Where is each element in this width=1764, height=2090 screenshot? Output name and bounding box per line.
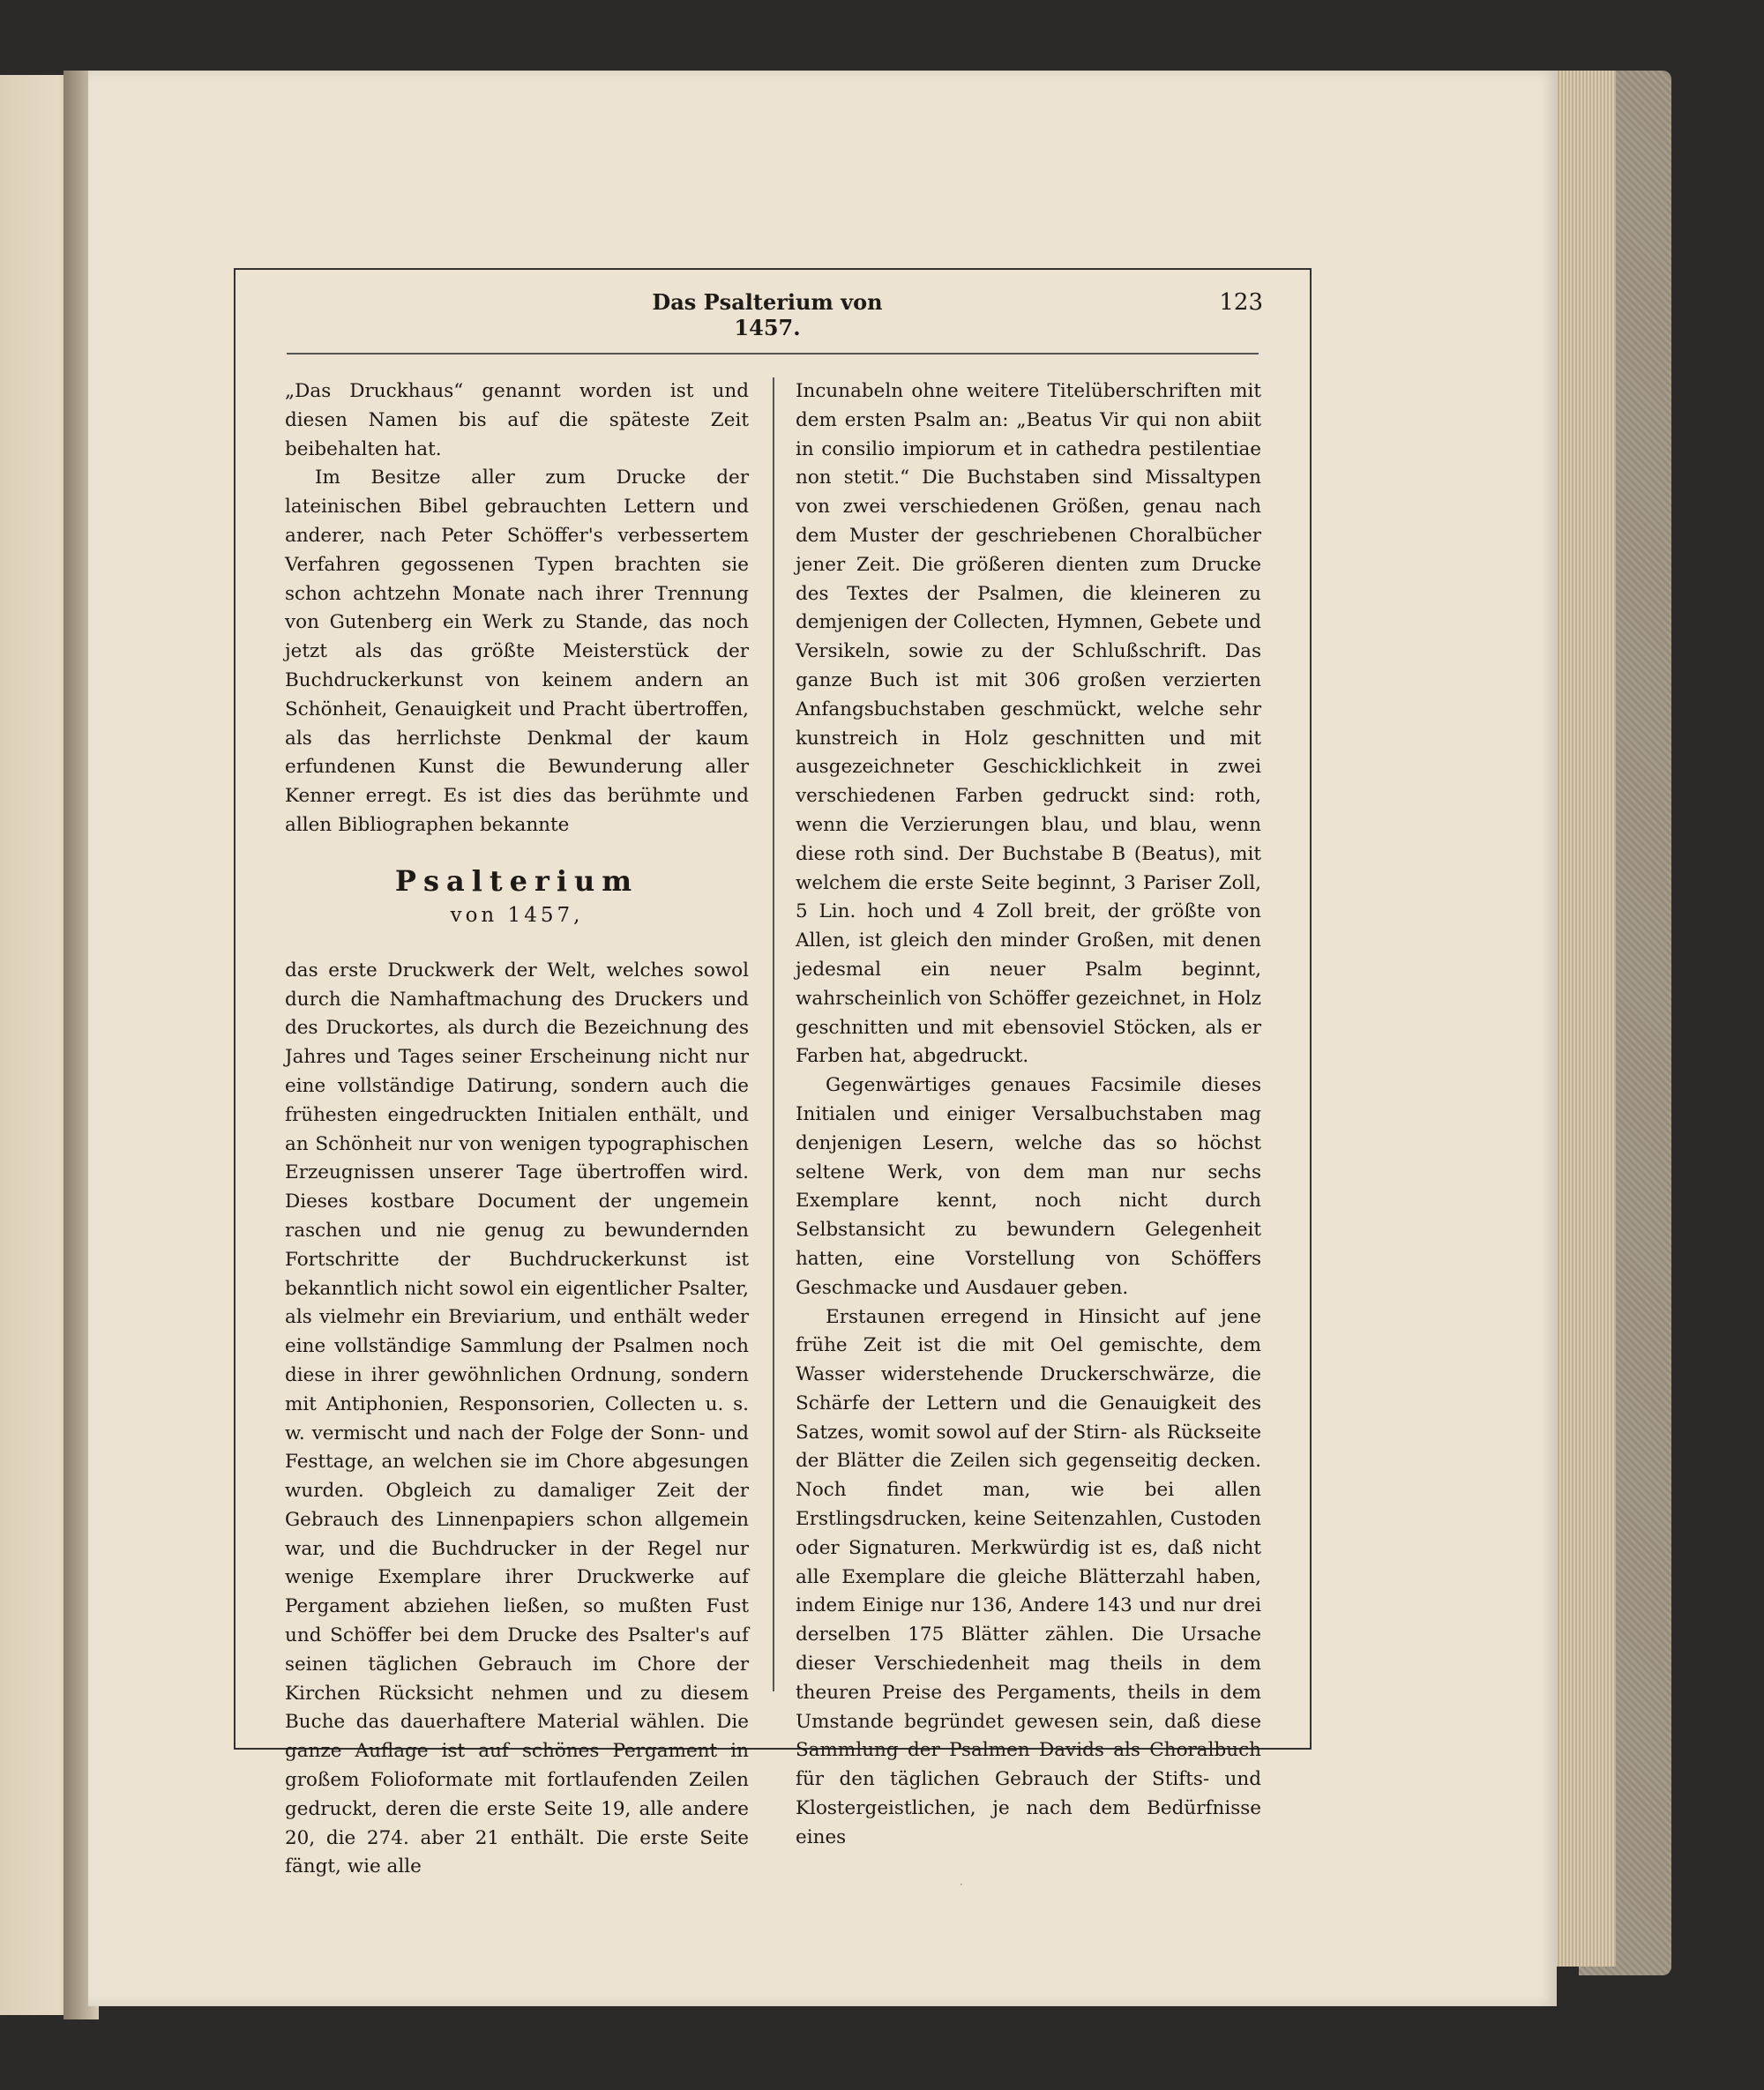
left-column (285, 377, 749, 1882)
left-paragraph-2: Im Besitze aller zum Drucke der lateinischen Bibel gebrauchten Lettern und anderer, nach Peter Schöffer's verbessertem Verfahren gegossenen Typen brachten sie schon achtzehn Monate nach ihrer Trennung von Gutenberg ein Werk zu Stande, das noch jetzt als das größte Meisterstück der Buchdruckerkunst von keinem andern an Schönheit, Genauigkeit und Pracht übertroffen, als das herrlichste Denkmal der kaum erfundenen Kunst die Bewunderung aller Kenner erregt. Es ist dies das berühmte und allen Bibliographen bekannte (285, 467, 749, 836)
heading-subtitle: von 1457, (450, 903, 584, 927)
right-paragraph-3: Erstaunen erregend in Hinsicht auf jene frühe Zeit ist die mit Oel gemischte, dem Wasser widerstehende Druckerschwärze, die Schärfe der Lettern und die Genauigkeit des Satzes, womit sowol auf der Stirn- als Rückseite der Blätter die Zeilen sich gegenseitig decken. Noch findet man, wie bei allen Erstlingsdrucken, keine Seitenzahlen, Custoden oder Signaturen. Merkwürdig ist es, daß nicht alle Exemplare die gleiche Blätterzahl haben, indem Einige nur 136, Andere 143 und nur drei derselben 175 Blätter zählen. Die Ursache dieser Verschiedenheit mag theils in dem theuren Preise des Pergaments, theils in dem Umstande begründet gewesen sein, daß diese Sammlung der Psalmen Davids als Choralbuch für den täglichen Gebrauch der Stifts- und Klostergeistlichen, je nach dem Bedürfnisse eines (796, 1305, 1261, 1848)
paper-speck: · (960, 1878, 963, 1891)
running-title: Das Psalterium von 1457. (652, 289, 883, 340)
left-paragraph-3: das erste Druckwerk der Welt, welches sowol durch die Namhaftmachung des Druckers und des Druckortes, als durch die Bezeichnung des Jahres und Tages seiner Erscheinung nicht nur eine vollständige Datirung, sondern auch die frühesten eingedruckten Initialen enthält, und an Schönheit nur von wenigen typographischen Erzeugnissen unserer Tage übertroffen wird. Dieses kostbare Document der ungemein raschen und nie genug zu bewundernden Fortschritte der Buchdruckerkunst ist bekanntlich nicht sowol ein eigentlicher Psalter, als vielmehr ein Breviarium, und enthält weder eine vollständige Sammlung der Psalmen noch diese in ihrer gewöhnlichen Ordnung, sondern mit Antiphonien, Responsorien, Collecten u. s. w. vermischt und nach der Folge der Sonn- und Festtage, an welchen sie im Chore abgesungen wurden. Obgleich zu damaliger Zeit der Gebrauch des Linnenpapiers schon allgemein war, und die Buchdrucker in der Regel nur wenige Exemplare ihrer Druckwerke auf Pergament abziehen ließen, so mußten Fust und Schöffer bei dem Drucke des Psalter's auf seinen täglichen Gebrauch im Chore der Kirchen Rücksicht nehmen und zu diesem Buche das dauerhaftere Material wählen. Die ganze Auflage ist auf schönes Pergament in großem Folioformate mit fortlaufenden Zeilen gedruckt, deren die erste Seite 19, alle andere 20, die 274. aber 21 enthält. Die erste Seite fängt, wie alle (285, 959, 749, 1878)
right-paragraph-1: Incunabeln ohne weitere Titelüberschriften mit dem ersten Psalm an: „Beatus Vir qui non abiit in consilio impiorum et in cathedra pestilentiae non stetit.“ Die Buchstaben sind Missaltypen von zwei verschiedenen Größen, genau nach dem Muster der geschriebenen Choralbücher jener Zeit. Die größeren dienten zum Drucke des Textes der Psalmen, die kleineren zu demjenigen der Collecten, Hymnen, Gebete und Versikeln, sowie zu der Schlußschrift. Das ganze Buch ist mit 306 großen verzierten Anfangsbuchstaben geschmückt, welche sehr kunstreich in Holz geschnitten und mit ausgezeichneter Geschicklichkeit in zwei verschiedenen Farben gedruckt sind: roth, wenn die Verzierungen blau, und blau, wenn diese roth sind. Der Buchstabe B (Beatus), mit welchem die erste Seite beginnt, 3 Pariser Zoll, 5 Lin. hoch und 4 Zoll breit, der größte von Allen, ist gleich den minder Großen, mit denen jedesmal ein neuer Psalm beginnt, wahrscheinlich von Schöffer gezeichnet, in Holz geschnitten und mit ebensoviel Stöcken, als er Farben hat, abgedruckt. (796, 380, 1261, 1068)
psalterium-heading (285, 862, 749, 930)
page-number: 123 (1219, 289, 1263, 316)
right-column (796, 377, 1261, 1853)
column-divider (773, 377, 774, 1691)
heading-title: Psalterium (394, 863, 639, 898)
left-paragraph-1: „Das Druckhaus“ genannt worden ist und diesen Namen bis auf die späteste Zeit beibehalten hat. (285, 380, 749, 460)
right-paragraph-2: Gegenwärtiges genaues Facsimile dieses Initialen und einiger Versalbuchstaben mag denjenigen Lesern, welche das so höchst seltene Werk, von dem man nur sechs Exemplare kennt, noch nicht durch Selbstansicht zu bewundern Gelegenheit hatten, eine Vorstellung von Schöffers Geschmacke und Ausdauer geben. (796, 1074, 1261, 1299)
header-rule (287, 353, 1259, 355)
